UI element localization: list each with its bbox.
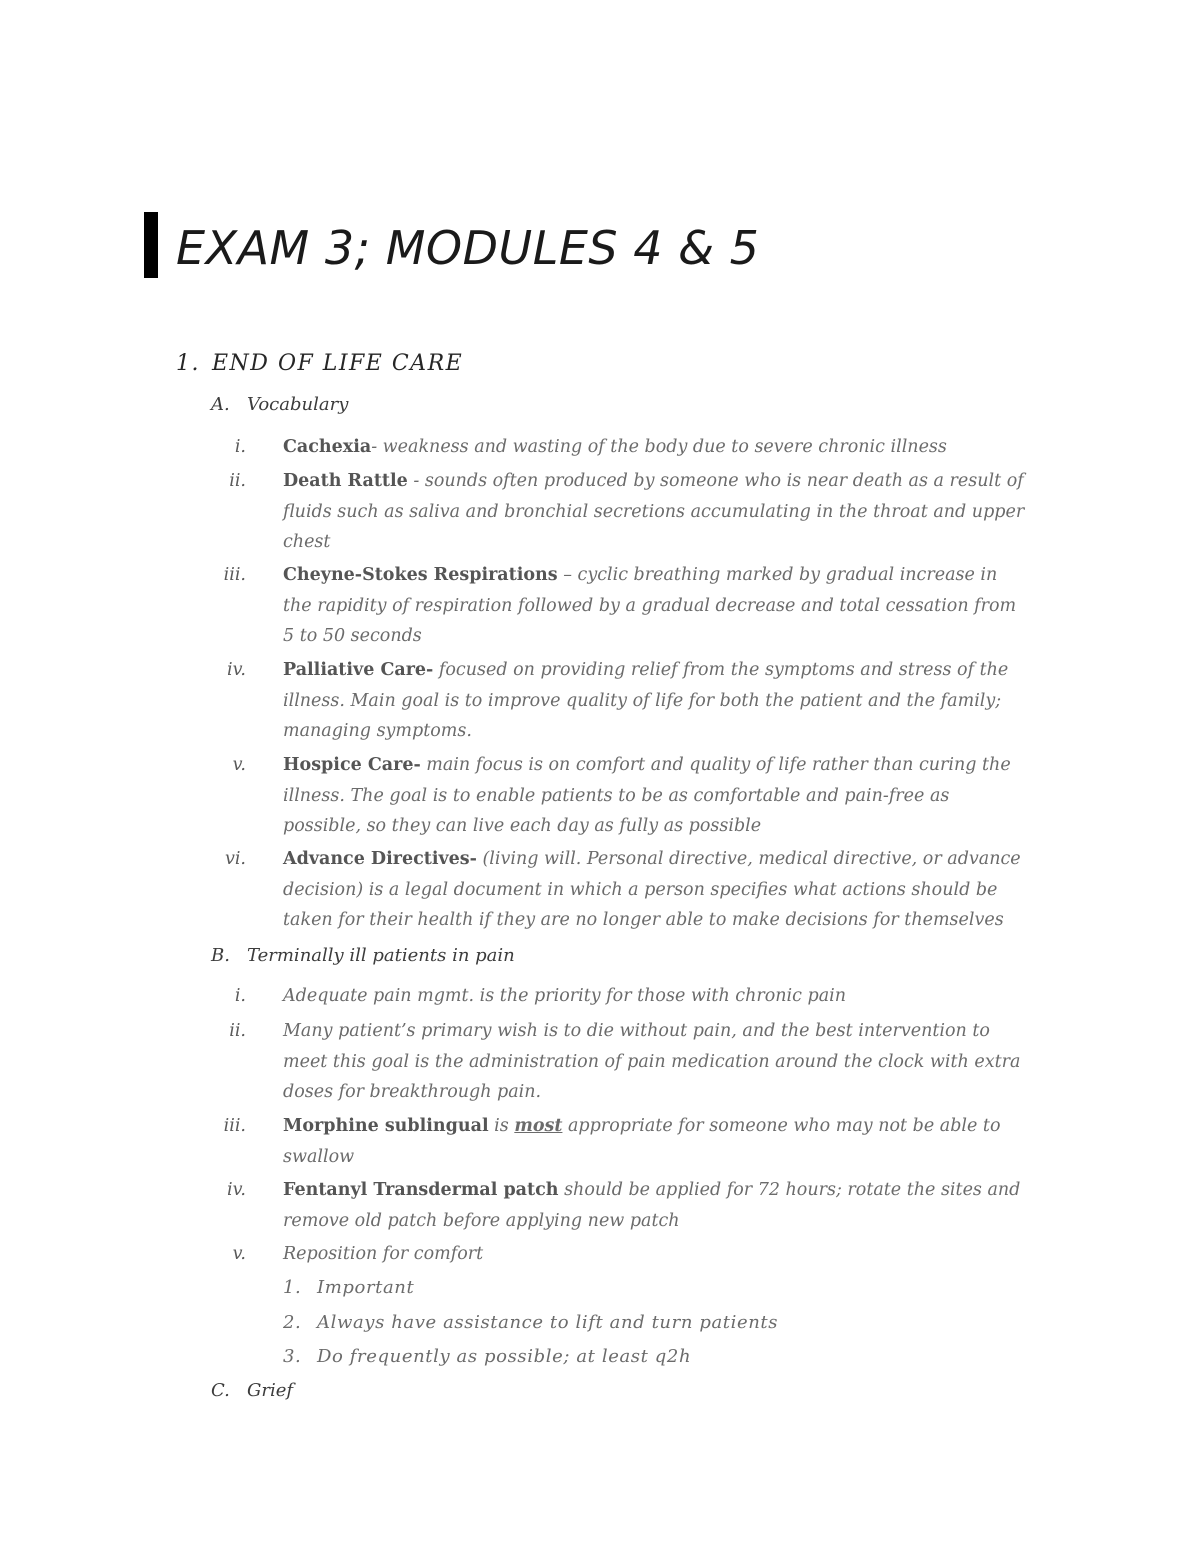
list-marker: 2. [283, 1312, 302, 1333]
reposition-item-frequency [283, 1342, 691, 1372]
drug-term: Morphine sublingual [283, 1116, 489, 1136]
subheading-marker: B. [211, 945, 230, 966]
vocab-term: Advance Directives- [283, 849, 477, 869]
pain-item-morphine [200, 1111, 1030, 1172]
subheading-marker: A. [211, 394, 230, 415]
list-marker: i. [234, 986, 246, 1006]
list-marker: 3. [283, 1346, 302, 1367]
subheading-title: Vocabulary [247, 394, 349, 415]
vocab-item-hospice-care [200, 750, 1030, 842]
list-marker: 1. [283, 1277, 302, 1298]
drug-term: Fentanyl Transdermal patch [283, 1180, 559, 1200]
vocab-definition: - sounds often produced by someone who is near death as a result of fluids such as saliva and bronchial secretions accumulating in the throat and upper chest [283, 471, 1025, 552]
pain-item-text: should be applied for 72 hours; rotate the sites and remove old patch before applying new patch [283, 1180, 1021, 1231]
list-marker: v. [232, 755, 246, 775]
list-marker: ii. [229, 471, 246, 491]
pain-item-text: Many patient’s primary wish is to die without pain, and the best intervention to meet this goal is the administration of pain medication around the clock with extra doses for breakthrough pain. [283, 1021, 1021, 1102]
list-marker: iii. [223, 1116, 246, 1136]
section-number: 1. [176, 351, 200, 376]
vocab-definition: main focus is on comfort and quality of life rather than curing the illness. The goal is to enable patients to be as comfortable and pain-free as possible, so they can live each day as fully as possible [283, 755, 1011, 836]
subheading-terminally-ill [211, 944, 515, 968]
list-marker: ii. [229, 1021, 246, 1041]
list-marker: v. [232, 1244, 246, 1264]
page-title: EXAM 3; MODULES 4 & 5 [176, 221, 760, 275]
vocab-term: Palliative Care- [283, 660, 434, 680]
title-bar-accent [144, 212, 158, 278]
list-marker: iii. [223, 565, 246, 585]
vocab-item-death-rattle [200, 466, 1030, 558]
subheading-vocabulary [211, 393, 348, 417]
reposition-item-important [283, 1273, 414, 1303]
vocab-definition: – cyclic breathing marked by gradual increase in the rapidity of respiration followed by a gradual decrease and total cessation from 5 to 50 seconds [283, 565, 1017, 646]
reposition-text: Important [317, 1277, 415, 1298]
pain-item-text: Reposition for comfort [283, 1244, 484, 1264]
pain-item-reposition [200, 1239, 1030, 1270]
pain-item-primary-wish [200, 1016, 1030, 1108]
vocab-item-advance-directives [200, 844, 1030, 936]
pain-item-text-pre: is [488, 1116, 515, 1136]
vocab-definition: (living will. Personal directive, medical directive, or advance decision) is a legal document in which a person specifies what actions should be taken for their health if they are no longer able to make decisions for themselves [283, 849, 1021, 930]
subheading-marker: C. [211, 1380, 230, 1401]
vocab-term: Cheyne-Stokes Respirations [283, 565, 558, 585]
vocab-term: Hospice Care- [283, 755, 421, 775]
pain-item-text: Adequate pain mgmt. is the priority for those with chronic pain [283, 986, 847, 1006]
vocab-item-palliative-care [200, 655, 1030, 747]
list-marker: vi. [224, 849, 246, 869]
reposition-text: Do frequently as possible; at least q2h [317, 1346, 692, 1367]
list-marker: i. [234, 437, 246, 457]
reposition-text: Always have assistance to lift and turn patients [317, 1312, 779, 1333]
vocab-term: Cachexia [283, 437, 372, 457]
vocab-item-cheyne-stokes [200, 560, 1030, 652]
subheading-title: Grief [247, 1380, 294, 1401]
emphasis-word: most [514, 1116, 563, 1136]
pain-item-adequate-mgmt [200, 981, 1030, 1012]
section-heading [176, 348, 463, 380]
subheading-title: Terminally ill patients in pain [247, 945, 515, 966]
vocab-definition: focused on providing relief from the symptoms and stress of the illness. Main goal is to improve quality of life for both the patient and the family; managing symptoms. [283, 660, 1009, 741]
list-marker: iv. [227, 1180, 246, 1200]
vocab-definition: - weakness and wasting of the body due to severe chronic illness [371, 437, 947, 457]
subheading-grief [211, 1379, 293, 1403]
vocab-term: Death Rattle [283, 471, 408, 491]
list-marker: iv. [227, 660, 246, 680]
section-title: END OF LIFE CARE [212, 351, 464, 376]
vocab-item-cachexia [200, 432, 1030, 463]
reposition-item-assistance [283, 1308, 778, 1338]
pain-item-fentanyl [200, 1175, 1030, 1236]
pain-item-text-post: appropriate for someone who may not be able to swallow [283, 1116, 1001, 1167]
